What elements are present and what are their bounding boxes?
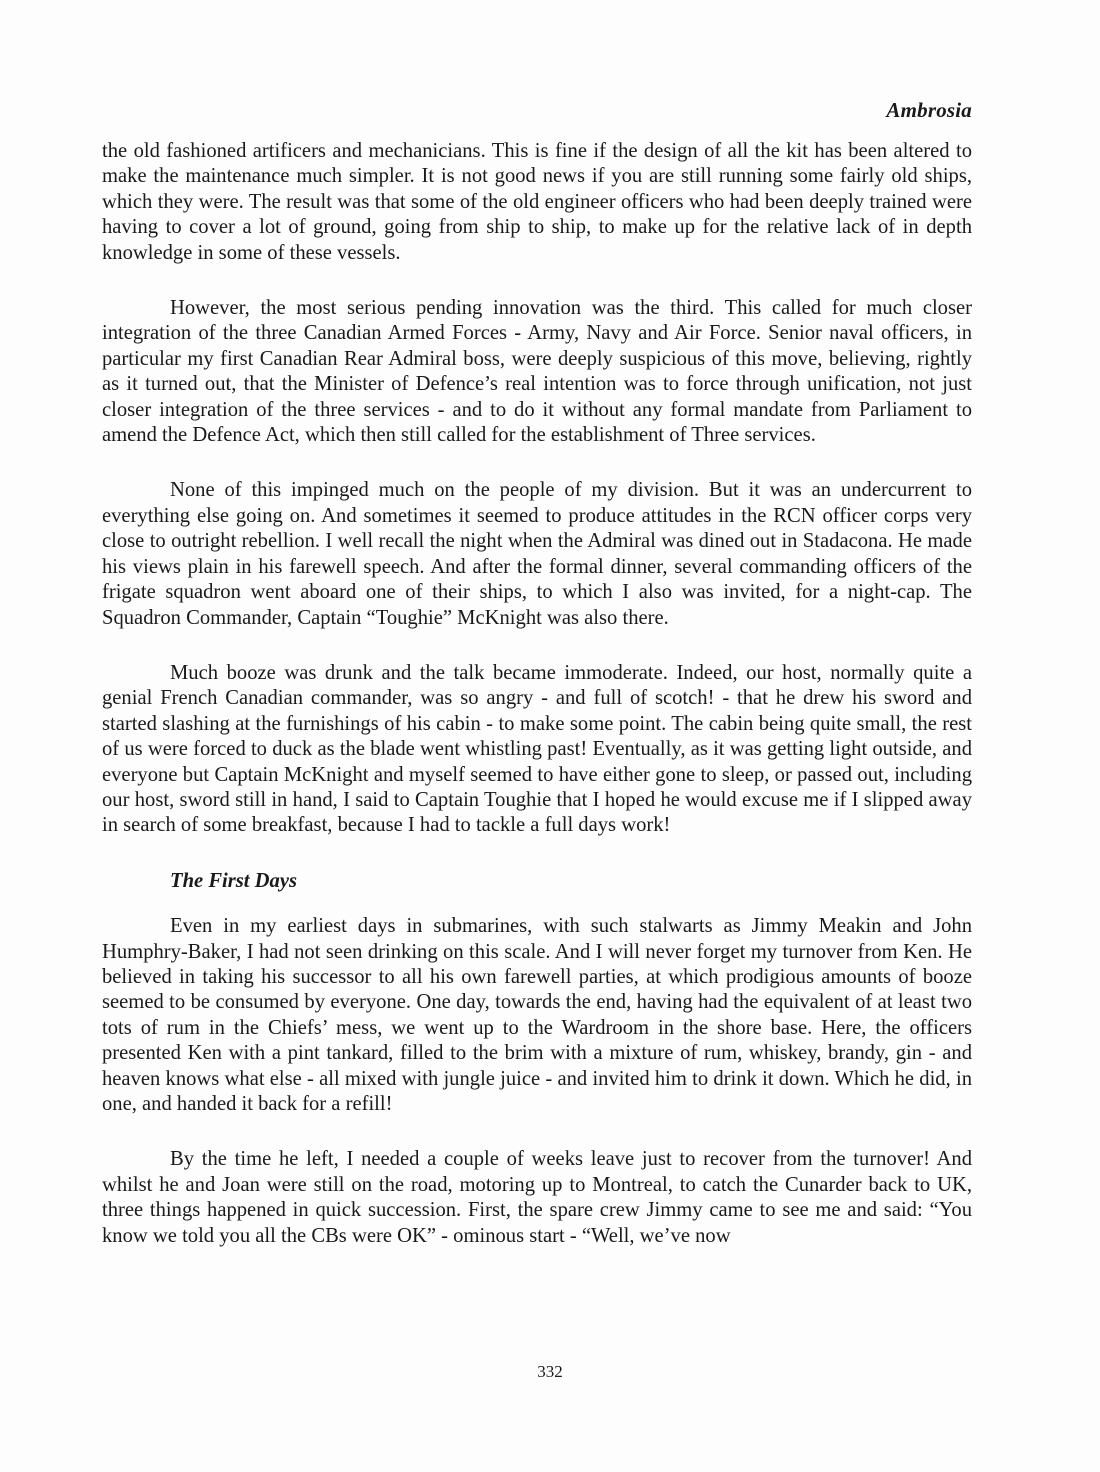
running-header-title: Ambrosia <box>886 98 972 122</box>
paragraph-undercurrent: None of this impinged much on the people of my division. But it was an undercurrent to everything else going on. And sometimes it seemed to produce attitudes in the RCN officer corps very close to outright rebellion. I well recall the night when the Admiral was dined out in Stadacona. He made his views plain in his farewell speech. And after the formal dinner, several commanding officers of the frigate squadron went aboard one of their ships, to which I also was invited, for a night-cap. The Squadron Commander, Captain “Toughie” McKnight was also there. <box>102 479 972 629</box>
paragraph-turnover: By the time he left, I needed a couple of weeks leave just to recover from the turnover! And whilst he and Joan were still on the road, motoring up to Montreal, to catch the Cunarder back to UK, three things happened in quick succession. First, the spare crew Jimmy came to see me and said: “You know we told you all the CBs were OK” - ominous start - “Well, we’ve now <box>102 1148 972 1247</box>
paragraph-continuation: the old fashioned artificers and mechanicians. This is fine if the design of all the kit has been altered to make the maintenance much simpler. It is not good news if you are still running some fairly old ships, which they were. The result was that some of the old engineer officers who had been deeply trained were having to cover a lot of ground, going from ship to ship, to make up for the relative lack of in depth knowledge in some of these vessels. <box>102 140 972 264</box>
paragraph-earliest-days: Even in my earliest days in submarines, with such stalwarts as Jimmy Meakin and John Humphry-Baker, I had not seen drinking on this scale. And I will never forget my turnover from Ken. He believed in taking his successor to all his own farewell parties, at which prodigious amounts of booze seemed to be consumed by everyone. One day, towards the end, having had the equivalent of at least two tots of rum in the Chiefs’ mess, we went up to the Wardroom in the shore base. Here, the officers presented Ken with a pint tankard, filled to the brim with a mixture of rum, whiskey, brandy, gin - and heaven knows what else - all mixed with jungle juice - and invited him to drink it down. Which he did, in one, and handed it back for a refill! <box>102 915 972 1115</box>
section-heading: The First Days <box>170 869 298 892</box>
page-number: 332 <box>537 1362 563 1381</box>
body-text <box>102 139 972 1279</box>
paragraph-integration: However, the most serious pending innovation was the third. This called for much closer integration of the three Canadian Armed Forces - Army, Navy and Air Force. Senior naval officers, in particular my first Canadian Rear Admiral boss, were deeply suspicious of this move, believing, rightly as it turned out, that the Minister of Defence’s real intention was to force through unification, not just closer integration of the three services - and to do it without any formal mandate from Parliament to amend the Defence Act, which then still called for the establishment of Three services. <box>102 297 972 447</box>
paragraph-booze: Much booze was drunk and the talk became immoderate. Indeed, our host, normally quite a genial French Canadian commander, was so angry - and full of scotch! - that he drew his sword and started slashing at the furnishings of his cabin - to make some point. The cabin being quite small, the rest of us were forced to duck as the blade went whistling past! Eventually, as it was getting light outside, and everyone but Captain McKnight and myself seemed to have either gone to sleep, or passed out, including our host, sword still in hand, I said to Captain Toughie that I hoped he would excuse me if I slipped away in search of some breakfast, because I had to tackle a full days work! <box>102 661 972 837</box>
